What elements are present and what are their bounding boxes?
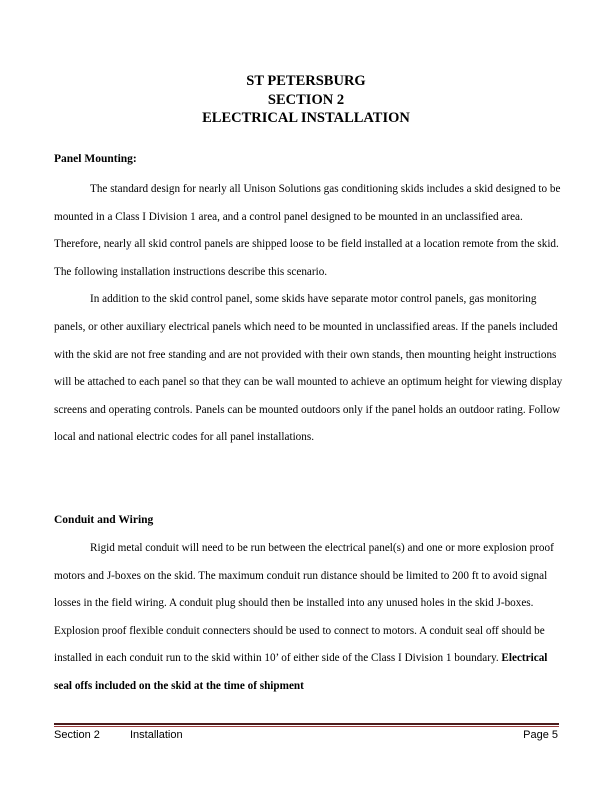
panel-mounting-paragraph-1: The standard design for nearly all Unison Solutions gas conditioning skids includes a skid designed to be mounted in a Class I Division 1 area, and a control panel designed to be mounted in an unclassified area. Therefore, nearly all skid control panels are shipped loose to be field installed at a location remote from the skid. The following installation instructions describe this scenario.	[54, 183, 561, 278]
title-line-subject: ELECTRICAL INSTALLATION	[202, 110, 410, 126]
footer-page-number: Page 5	[523, 729, 558, 741]
page-title	[0, 72, 612, 128]
footer-divider-dark	[54, 723, 559, 725]
panel-mounting-paragraph-2: In addition to the skid control panel, some skids have separate motor control panels, gas monitoring panels, or other auxiliary electrical panels which need to be mounted in unclassified areas. If the panels included with the skid are not free standing and are not provided with their own stands, then mounting height instructions will be attached to each panel so that they can be wall mounted to achieve an optimum height for viewing display screens and operating controls. Panels can be mounted outdoors only if the panel holds an outdoor rating. Follow local and national electric codes for all panel installations.	[54, 293, 563, 444]
conduit-wiring-body	[54, 535, 563, 701]
heading-panel-mounting: Panel Mounting:	[54, 153, 137, 165]
footer-chapter: Installation	[130, 729, 183, 741]
panel-mounting-body	[54, 176, 563, 452]
footer-divider-light	[54, 726, 559, 727]
title-line-location: ST PETERSBURG	[246, 73, 366, 89]
footer-section: Section 2	[54, 729, 100, 741]
heading-conduit-wiring: Conduit and Wiring	[54, 514, 154, 526]
conduit-wiring-paragraph-1	[54, 535, 563, 701]
conduit-wiring-text: Rigid metal conduit will need to be run between the electrical panel(s) and one or more explosion proof motors and J-boxes on the skid. The maximum conduit run distance should be limited to 200 ft to avoid signal losses in the field wiring. A conduit plug should then be installed into any unused holes in the skid J-boxes. Explosion proof flexible conduit connecters should be used to connect to motors. A conduit seal off should be installed in each conduit run to the skid within 10’ of either side of the Class I Division 1 boundary.	[54, 542, 554, 665]
seal-off-warning: Electrical seal offs included on the skid at the time of shipment	[54, 652, 548, 692]
title-line-section: SECTION 2	[267, 91, 345, 108]
